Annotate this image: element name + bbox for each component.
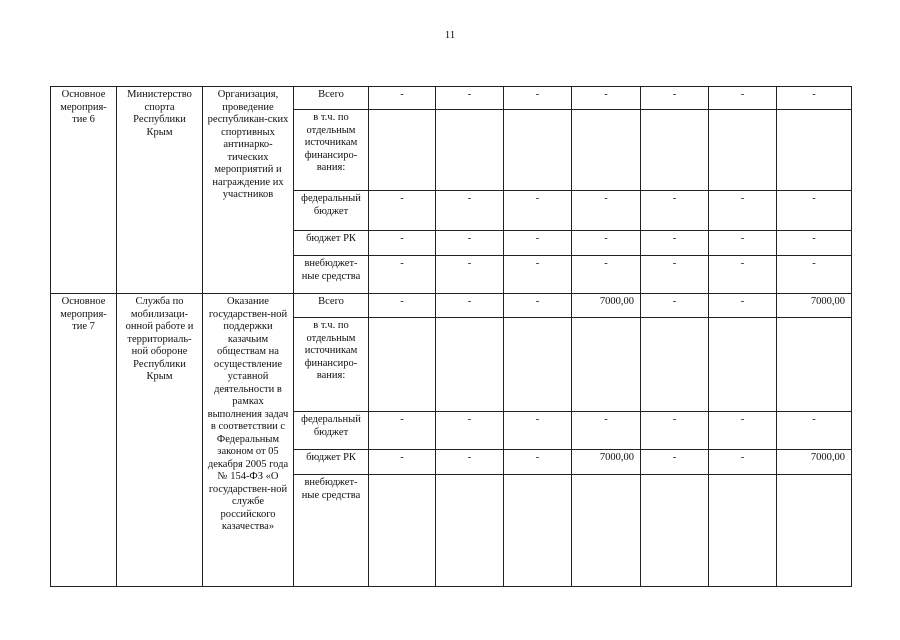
value-cell: - [777, 256, 852, 294]
value-cell: - [504, 231, 572, 256]
funding-source-cell: бюджет РК [294, 450, 369, 475]
value-cell: - [709, 256, 777, 294]
value-cell [369, 475, 436, 587]
value-cell: - [641, 412, 709, 450]
value-cell: - [777, 231, 852, 256]
value-cell: - [369, 87, 436, 110]
value-cell: - [572, 256, 641, 294]
value-cell: 7000,00 [572, 294, 641, 318]
value-cell [572, 110, 641, 191]
value-cell [504, 475, 572, 587]
value-cell: 7000,00 [777, 450, 852, 475]
value-cell: - [436, 450, 504, 475]
value-cell: - [504, 450, 572, 475]
value-cell [777, 475, 852, 587]
value-cell: - [709, 191, 777, 231]
value-cell: - [504, 87, 572, 110]
value-cell: - [709, 412, 777, 450]
value-cell: - [436, 191, 504, 231]
value-cell [709, 318, 777, 412]
value-cell: - [504, 294, 572, 318]
funding-source-cell: бюджет РК [294, 231, 369, 256]
value-cell [709, 475, 777, 587]
value-cell [641, 318, 709, 412]
value-cell: - [572, 231, 641, 256]
value-cell: - [504, 412, 572, 450]
value-cell: - [709, 231, 777, 256]
value-cell: - [369, 191, 436, 231]
value-cell [504, 318, 572, 412]
value-cell: - [369, 294, 436, 318]
value-cell: - [777, 87, 852, 110]
funding-source-cell: Всего [294, 87, 369, 110]
value-cell: - [641, 256, 709, 294]
description-cell: Оказание государствен-ной поддержки казачьим обществам на осуществление уставной деятельности в рамках выполнения задач в соответствии с Федеральным законом от 05 декабря 2005 года № 154-ФЗ «О государствен-ной службе российского казачества» [203, 294, 294, 587]
page-number: 11 [444, 29, 456, 41]
value-cell: - [436, 87, 504, 110]
value-cell: - [369, 256, 436, 294]
funding-source-cell: Всего [294, 294, 369, 318]
value-cell [572, 318, 641, 412]
value-cell [709, 110, 777, 191]
value-cell [436, 318, 504, 412]
value-cell [777, 318, 852, 412]
value-cell: 7000,00 [572, 450, 641, 475]
value-cell: - [641, 231, 709, 256]
description-cell: Организация, проведение республикан-ских спортивных антинарко-тических мероприятий и награждение их участников [203, 87, 294, 294]
value-cell: - [369, 231, 436, 256]
value-cell: - [572, 412, 641, 450]
value-cell: - [709, 294, 777, 318]
value-cell: - [369, 412, 436, 450]
value-cell: - [641, 87, 709, 110]
table-row [51, 87, 852, 110]
funding-source-cell: федеральный бюджет [294, 191, 369, 231]
funding-source-cell: федеральный бюджет [294, 412, 369, 450]
activity-name-cell: Основное мероприя-тие 7 [51, 294, 117, 587]
value-cell [504, 110, 572, 191]
value-cell: - [504, 256, 572, 294]
funding-source-cell: внебюджет-ные средства [294, 475, 369, 587]
value-cell: - [572, 191, 641, 231]
value-cell: - [504, 191, 572, 231]
value-cell [436, 110, 504, 191]
executor-cell: Служба по мобилизаци-онной работе и территориаль-ной обороне Республики Крым [117, 294, 203, 587]
value-cell: - [777, 412, 852, 450]
value-cell [369, 318, 436, 412]
value-cell: - [436, 231, 504, 256]
budget-table [50, 86, 852, 587]
table-row [51, 294, 852, 318]
value-cell: - [436, 294, 504, 318]
value-cell [641, 475, 709, 587]
value-cell [572, 475, 641, 587]
value-cell: - [369, 450, 436, 475]
value-cell: - [709, 450, 777, 475]
value-cell: - [709, 87, 777, 110]
value-cell: - [641, 191, 709, 231]
funding-source-cell: в т.ч. по отдельным источникам финансиро-вания: [294, 318, 369, 412]
value-cell: - [641, 294, 709, 318]
value-cell: - [436, 256, 504, 294]
funding-source-cell: в т.ч. по отдельным источникам финансиро-вания: [294, 110, 369, 191]
value-cell: - [641, 450, 709, 475]
value-cell [436, 475, 504, 587]
executor-cell: Министерство спорта Республики Крым [117, 87, 203, 294]
activity-name-cell: Основное мероприя-тие 6 [51, 87, 117, 294]
value-cell [641, 110, 709, 191]
funding-source-cell: внебюджет-ные средства [294, 256, 369, 294]
value-cell [369, 110, 436, 191]
value-cell: - [436, 412, 504, 450]
value-cell: 7000,00 [777, 294, 852, 318]
value-cell: - [572, 87, 641, 110]
value-cell: - [777, 191, 852, 231]
value-cell [777, 110, 852, 191]
